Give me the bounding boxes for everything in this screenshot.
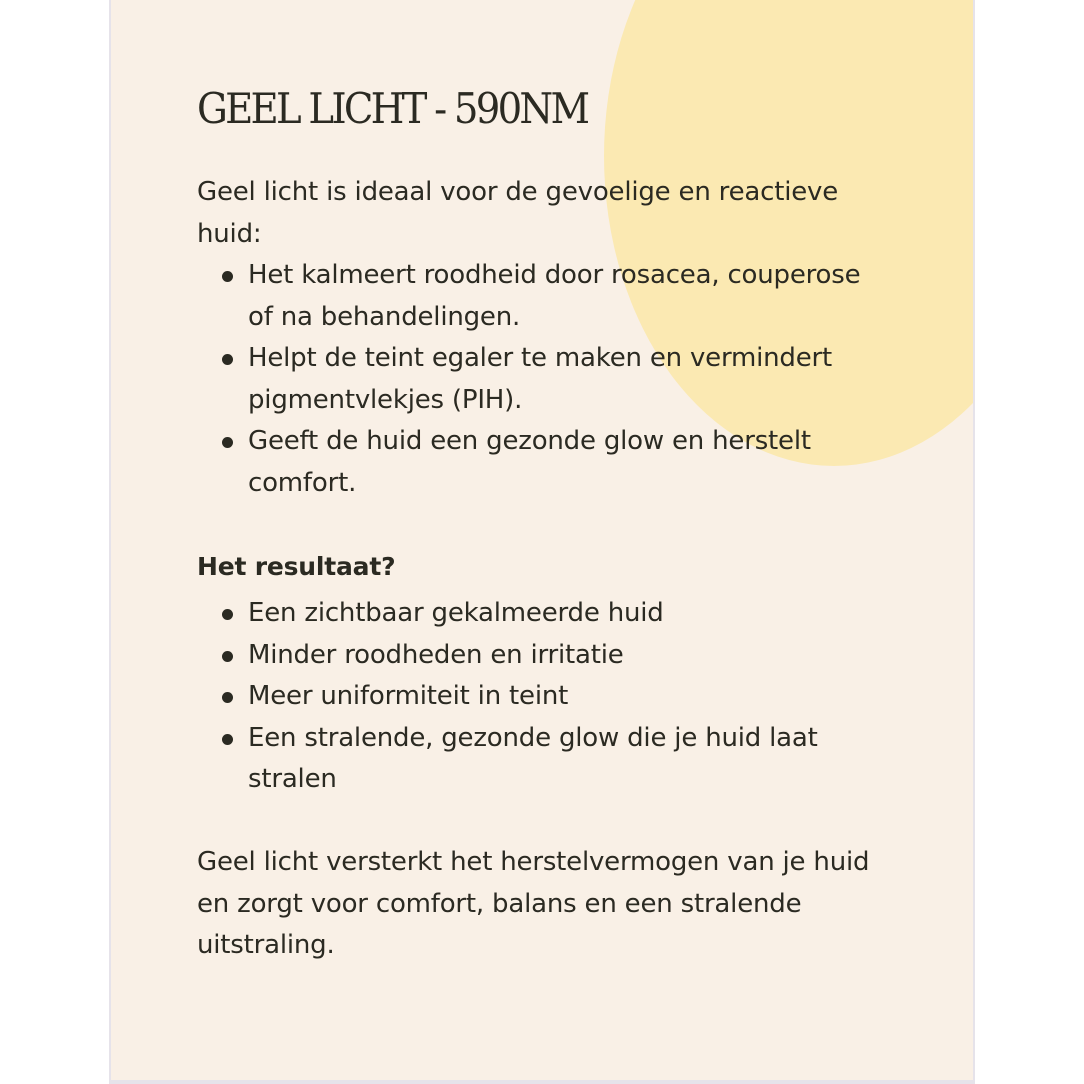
list-item: Een stralende, gezonde glow die je huid laat stralen: [197, 718, 888, 801]
list-item: Geeft de huid een gezonde glow en herstelt comfort.: [197, 421, 888, 504]
intro-paragraph: Geel licht is ideaal voor de gevoelige en reactieve huid:: [197, 177, 839, 249]
results-list: [197, 593, 888, 801]
page-bottom-border: [109, 1080, 975, 1084]
list-item: Een zichtbaar gekalmeerde huid: [197, 593, 888, 635]
result-heading: Het resultaat?: [197, 552, 396, 581]
list-item: Meer uniformiteit in teint: [197, 676, 888, 718]
page-title: GEEL LICHT - 590NM: [197, 84, 588, 133]
list-item: Het kalmeert roodheid door rosacea, couperose of na behandelingen.: [197, 255, 888, 338]
outro-paragraph: Geel licht versterkt het herstelvermogen van je huid en zorgt voor comfort, balans en een stralende uitstraling.: [197, 847, 870, 960]
list-item: Helpt de teint egaler te maken en vermindert pigmentvlekjes (PIH).: [197, 338, 888, 421]
benefits-list: [197, 255, 888, 504]
document-page: [111, 0, 973, 1084]
page-right-border: [973, 0, 975, 1084]
list-item: Minder roodheden en irritatie: [197, 635, 888, 677]
